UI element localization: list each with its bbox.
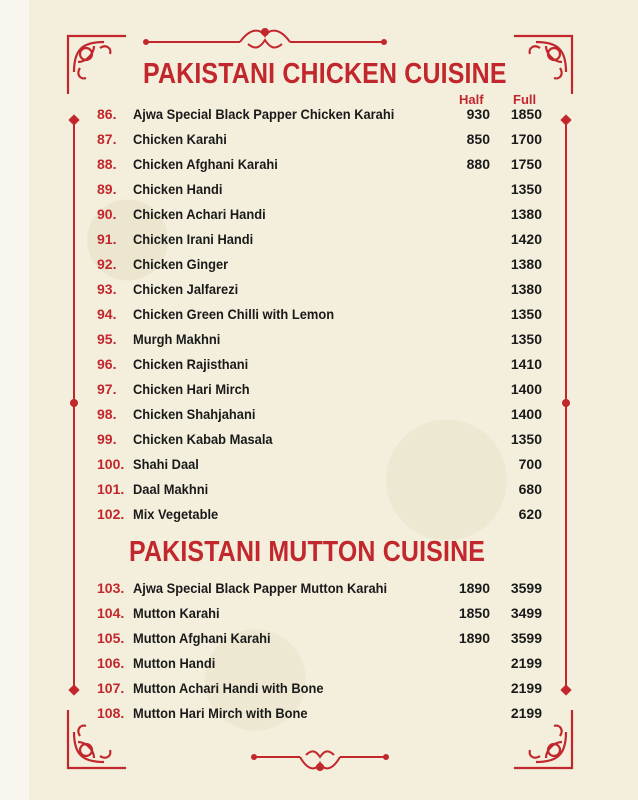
price-full: 3599 bbox=[510, 580, 542, 596]
item-number: 94. bbox=[97, 306, 117, 322]
item-name: Chicken Afghani Karahi bbox=[133, 156, 278, 172]
item-number: 99. bbox=[97, 431, 117, 447]
item-number: 103. bbox=[97, 580, 125, 596]
price-full: 1400 bbox=[510, 406, 542, 422]
item-number: 102. bbox=[97, 506, 125, 522]
price-half: 930 bbox=[466, 106, 490, 122]
price-full: 1350 bbox=[510, 306, 542, 322]
item-number: 86. bbox=[97, 106, 117, 122]
item-number: 100. bbox=[97, 456, 125, 472]
menu-item-row bbox=[0, 306, 638, 330]
price-full: 1850 bbox=[510, 106, 542, 122]
item-number: 105. bbox=[97, 630, 125, 646]
section-title-chicken: PAKISTANI CHICKEN CUISINE bbox=[143, 58, 507, 90]
item-name: Shahi Daal bbox=[133, 456, 199, 472]
menu-item-row bbox=[0, 106, 638, 130]
item-name: Daal Makhni bbox=[133, 481, 209, 497]
menu-item-row bbox=[0, 705, 638, 729]
item-name: Chicken Jalfarezi bbox=[133, 281, 239, 297]
column-header-full: Full bbox=[513, 92, 537, 107]
menu-item-row bbox=[0, 206, 638, 230]
item-number: 88. bbox=[97, 156, 117, 172]
item-number: 108. bbox=[97, 705, 125, 721]
price-half: 880 bbox=[466, 156, 490, 172]
menu-item-row bbox=[0, 156, 638, 180]
price-half: 1890 bbox=[458, 580, 490, 596]
item-name: Mutton Handi bbox=[133, 655, 216, 671]
menu-item-row bbox=[0, 655, 638, 679]
menu-item-row bbox=[0, 231, 638, 255]
price-full: 1700 bbox=[510, 131, 542, 147]
menu-item-row bbox=[0, 680, 638, 704]
item-name: Chicken Kabab Masala bbox=[133, 431, 273, 447]
menu-item-row bbox=[0, 630, 638, 654]
corner-ornament-top-left bbox=[64, 32, 130, 98]
item-number: 90. bbox=[97, 206, 117, 222]
price-full: 2199 bbox=[510, 680, 542, 696]
item-name: Mutton Karahi bbox=[133, 605, 220, 621]
item-name: Ajwa Special Black Papper Chicken Karahi bbox=[133, 106, 395, 122]
menu-item-row bbox=[0, 431, 638, 455]
item-number: 96. bbox=[97, 356, 117, 372]
item-name: Chicken Irani Handi bbox=[133, 231, 254, 247]
menu-item-row bbox=[0, 256, 638, 280]
item-number: 91. bbox=[97, 231, 117, 247]
corner-ornament-top-right bbox=[510, 32, 576, 98]
price-full: 1350 bbox=[510, 181, 542, 197]
item-name: Chicken Shahjahani bbox=[133, 406, 256, 422]
price-full: 2199 bbox=[510, 705, 542, 721]
menu-item-row bbox=[0, 481, 638, 505]
item-number: 107. bbox=[97, 680, 125, 696]
item-number: 106. bbox=[97, 655, 125, 671]
item-number: 93. bbox=[97, 281, 117, 297]
column-header-half: Half bbox=[459, 92, 484, 107]
price-full: 1380 bbox=[510, 281, 542, 297]
item-name: Chicken Hari Mirch bbox=[133, 381, 250, 397]
item-name: Chicken Handi bbox=[133, 181, 223, 197]
menu-item-row bbox=[0, 331, 638, 355]
price-full: 620 bbox=[518, 506, 542, 522]
section-title-mutton: PAKISTANI MUTTON CUISINE bbox=[129, 536, 486, 568]
price-full: 2199 bbox=[510, 655, 542, 671]
price-full: 1380 bbox=[510, 206, 542, 222]
item-name: Chicken Green Chilli with Lemon bbox=[133, 306, 335, 322]
price-full: 700 bbox=[518, 456, 542, 472]
item-name: Mutton Hari Mirch with Bone bbox=[133, 705, 308, 721]
price-full: 1420 bbox=[510, 231, 542, 247]
price-full: 1380 bbox=[510, 256, 542, 272]
item-name: Mutton Afghani Karahi bbox=[133, 630, 271, 646]
item-number: 104. bbox=[97, 605, 125, 621]
price-half: 1890 bbox=[458, 630, 490, 646]
price-full: 3599 bbox=[510, 630, 542, 646]
item-name: Chicken Rajisthani bbox=[133, 356, 249, 372]
item-number: 97. bbox=[97, 381, 117, 397]
menu-item-row bbox=[0, 181, 638, 205]
menu-item-row bbox=[0, 356, 638, 380]
price-half: 1850 bbox=[458, 605, 490, 621]
price-full: 1750 bbox=[510, 156, 542, 172]
item-number: 95. bbox=[97, 331, 117, 347]
item-name: Chicken Achari Handi bbox=[133, 206, 266, 222]
item-name: Ajwa Special Black Papper Mutton Karahi bbox=[133, 580, 388, 596]
price-full: 1400 bbox=[510, 381, 542, 397]
menu-item-row bbox=[0, 381, 638, 405]
price-full: 1350 bbox=[510, 431, 542, 447]
price-full: 3499 bbox=[510, 605, 542, 621]
item-number: 89. bbox=[97, 181, 117, 197]
item-name: Chicken Karahi bbox=[133, 131, 227, 147]
price-full: 1410 bbox=[510, 356, 542, 372]
price-half: 850 bbox=[466, 131, 490, 147]
price-full: 1350 bbox=[510, 331, 542, 347]
top-flourish bbox=[140, 22, 390, 52]
item-name: Murgh Makhni bbox=[133, 331, 221, 347]
menu-item-row bbox=[0, 281, 638, 305]
menu-item-row bbox=[0, 580, 638, 604]
item-number: 101. bbox=[97, 481, 125, 497]
item-number: 98. bbox=[97, 406, 117, 422]
menu-item-row bbox=[0, 131, 638, 155]
menu-item-row bbox=[0, 605, 638, 629]
bottom-flourish bbox=[250, 745, 390, 775]
item-name: Chicken Ginger bbox=[133, 256, 229, 272]
price-full: 680 bbox=[518, 481, 542, 497]
item-name: Mix Vegetable bbox=[133, 506, 219, 522]
menu-item-row bbox=[0, 506, 638, 530]
menu-item-row bbox=[0, 406, 638, 430]
menu-item-row bbox=[0, 456, 638, 480]
item-number: 87. bbox=[97, 131, 117, 147]
item-number: 92. bbox=[97, 256, 117, 272]
item-name: Mutton Achari Handi with Bone bbox=[133, 680, 324, 696]
